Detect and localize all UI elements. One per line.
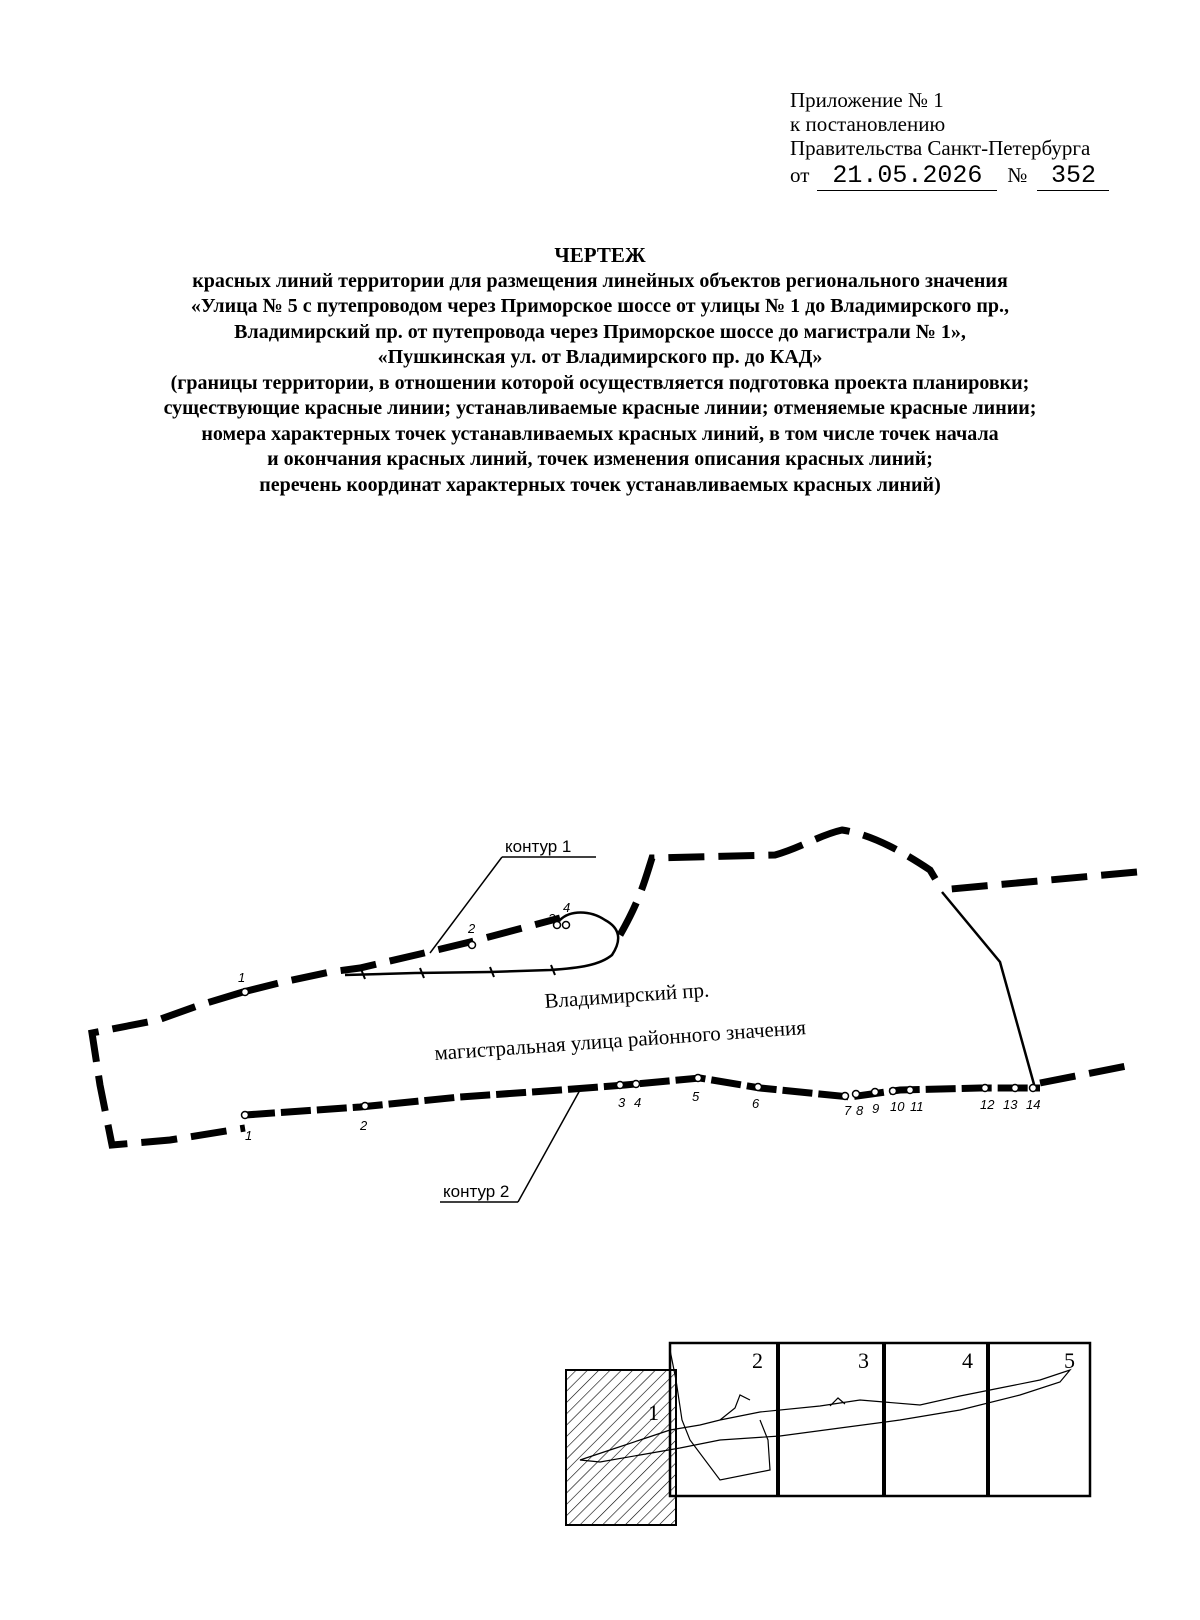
appendix-line-2: к постановлению	[790, 112, 946, 136]
title-line: красных линий территории для размещения линейных объектов регионального значения	[192, 269, 1008, 292]
point-marker	[242, 989, 249, 996]
sheet-number: 4	[962, 1348, 973, 1373]
contour-2-label: контур 2	[443, 1182, 510, 1201]
point-marker	[982, 1085, 989, 1092]
sheet-key-map	[566, 1343, 1090, 1525]
point-label: 1	[238, 970, 246, 985]
point-label: 14	[1026, 1097, 1041, 1112]
sheet-number: 1	[648, 1400, 659, 1425]
appendix-line-1: Приложение № 1	[790, 88, 944, 112]
boundary-segment-north	[243, 918, 560, 992]
title-line: и окончания красных линий, точек изменения описания красных линий;	[267, 448, 933, 470]
point-marker	[633, 1081, 640, 1088]
title-line: «Пушкинская ул. от Владимирского пр. до КАД»	[377, 346, 823, 368]
sheet-number: 5	[1064, 1348, 1075, 1373]
sheets-frame	[670, 1343, 1090, 1496]
from-label: от	[790, 163, 810, 187]
point-label: 4	[563, 900, 571, 915]
existing-line-north	[345, 913, 618, 976]
point-label: 3	[618, 1095, 626, 1110]
point-marker	[563, 922, 570, 929]
point-label: 9	[872, 1101, 880, 1116]
point-label: 8	[856, 1103, 864, 1118]
point-marker	[890, 1088, 897, 1095]
point-label: 2	[468, 921, 476, 936]
point-marker	[907, 1087, 914, 1094]
title-line: Владимирский пр. от путепровода через Приморское шоссе до магистрали № 1»,	[234, 320, 966, 343]
title-line: номера характерных точек устанавливаемых красных линий, в том числе точек начала	[201, 422, 999, 445]
point-label: 12	[980, 1097, 995, 1112]
outline-detail	[720, 1395, 750, 1420]
point-marker	[617, 1082, 624, 1089]
point-label: 7	[844, 1103, 852, 1118]
sheet-number: 3	[858, 1348, 869, 1373]
point-label: 1	[245, 1128, 253, 1143]
point-label: 5	[692, 1089, 700, 1104]
point-marker	[842, 1093, 849, 1100]
contour-2-point-labels	[245, 1089, 1040, 1143]
point-label: 11	[910, 1099, 924, 1114]
existing-line-east	[942, 892, 1035, 1088]
point-label: 13	[1003, 1097, 1018, 1112]
point-label: 10	[890, 1099, 905, 1114]
leaders	[430, 857, 596, 1202]
title-line: «Улица № 5 с путепроводом через Приморское шоссе от улицы № 1 до Владимирского пр.,	[190, 295, 1010, 317]
point-label: 6	[752, 1096, 760, 1111]
boundary-segment-west	[92, 992, 245, 1145]
contour-1-label: контур 1	[505, 837, 572, 856]
boundary-segment-east-top	[940, 872, 1137, 890]
sheet-number: 2	[752, 1348, 763, 1373]
number-label: №	[1007, 163, 1028, 187]
point-marker	[695, 1075, 702, 1082]
title-heading: ЧЕРТЕЖ	[554, 243, 646, 267]
point-marker	[362, 1103, 369, 1110]
point-marker	[1030, 1085, 1037, 1092]
outline-detail	[830, 1398, 845, 1406]
decree-date: 21.05.2026	[817, 162, 997, 191]
appendix-line-3: Правительства Санкт-Петербурга	[790, 136, 1091, 160]
current-sheet-hatch	[566, 1370, 676, 1525]
title-line: существующие красные линии; устанавливаемые красные линии; отменяемые красные линии;	[163, 397, 1037, 419]
decree-number: 352	[1037, 162, 1109, 191]
point-marker	[755, 1084, 762, 1091]
contour-2-leader	[518, 1090, 580, 1202]
point-label: 3	[548, 911, 556, 926]
boundary-segment-overpass	[620, 830, 942, 935]
point-marker	[1012, 1085, 1019, 1092]
title-line: (границы территории, в отношении которой осуществляется подготовка проекта планировки;	[170, 371, 1030, 394]
point-label: 2	[360, 1118, 368, 1133]
title-line: перечень координат характерных точек устанавливаемых красных линий)	[259, 473, 941, 496]
point-marker	[242, 1112, 249, 1119]
street-name: Владимирский пр.	[543, 977, 710, 1013]
point-marker	[469, 942, 476, 949]
point-label: 4	[634, 1095, 642, 1110]
point-marker	[872, 1089, 879, 1096]
point-marker	[853, 1091, 860, 1098]
boundary-segment-east-bottom	[1040, 1065, 1132, 1083]
street-class: магистральная улица районного значения	[433, 1015, 807, 1065]
